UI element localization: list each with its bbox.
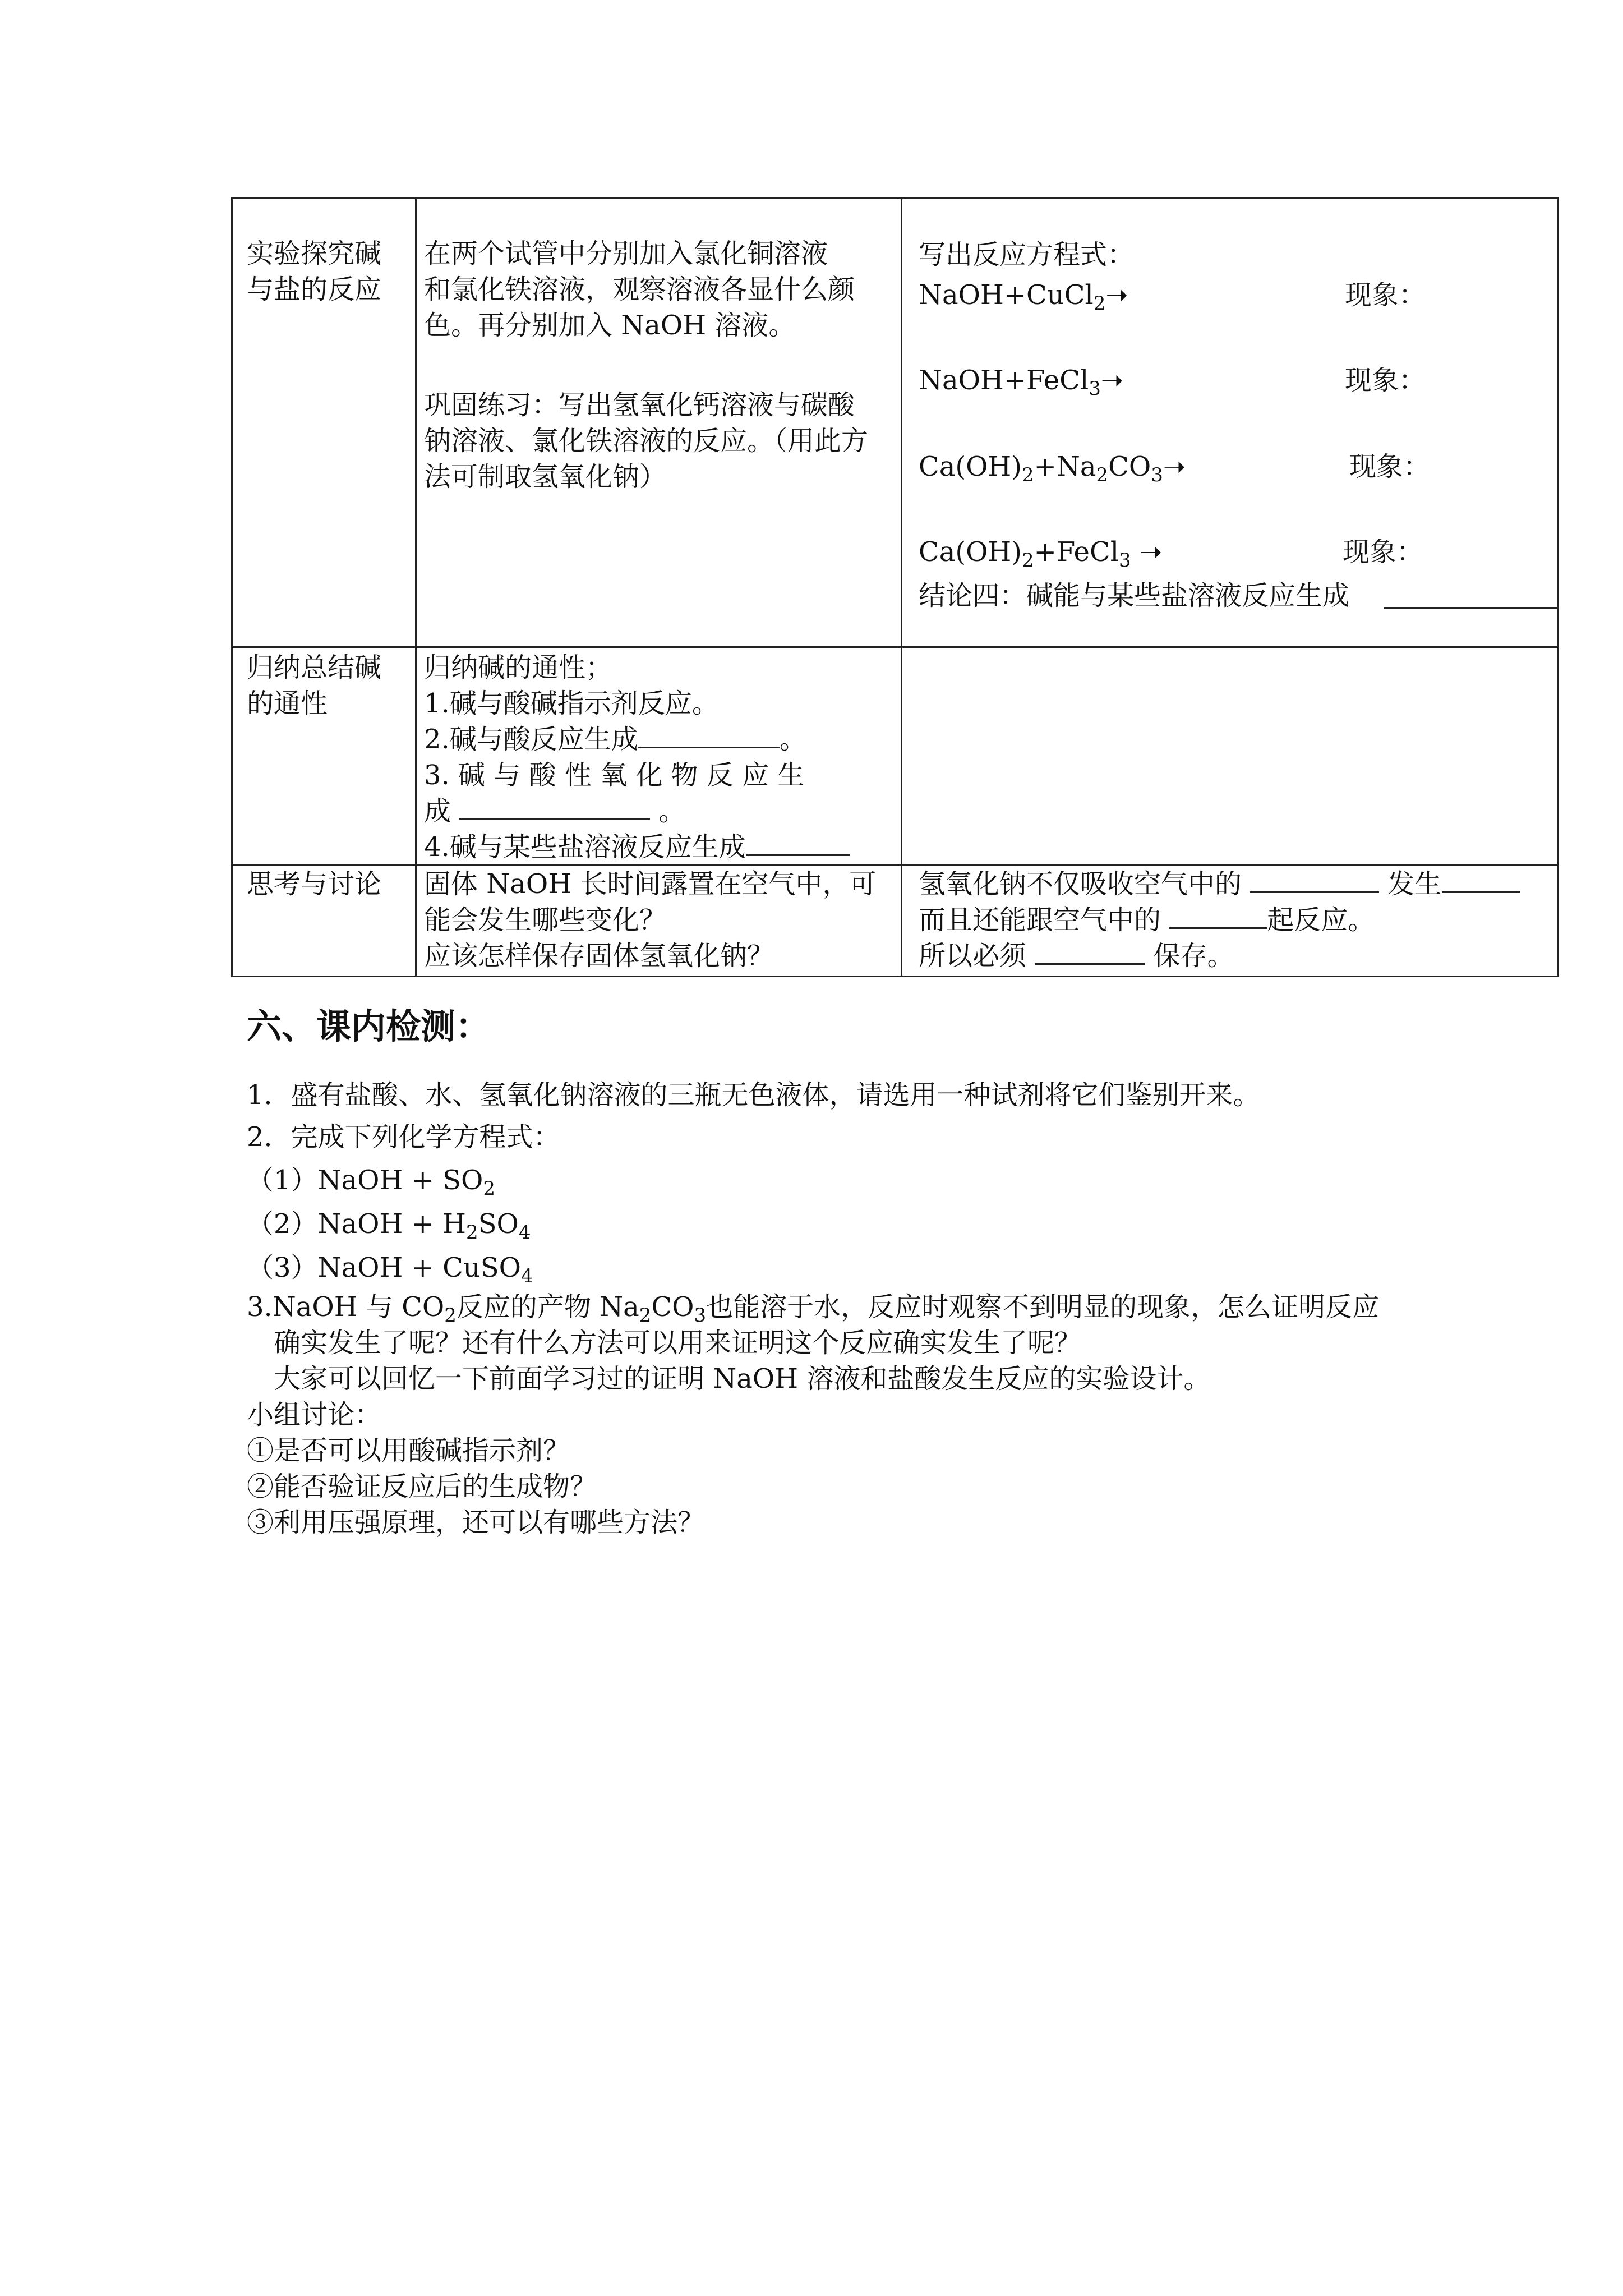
equation-naoh-fecl3: NaOH+FeCl$_3$➝ — [919, 365, 1124, 400]
answer-blank[interactable] — [459, 794, 650, 820]
row3-question: 固体 NaOH 长时间露置在空气中，可 能会发生哪些变化？ 应该怎样保存固体氢氧化钠？ — [424, 868, 877, 972]
row1-title: 实验探究碱 与盐的反应 — [247, 238, 382, 305]
phenomenon-label: 现象： — [1345, 365, 1426, 396]
row3-answer: 氢氧化钠不仅吸收空气中的 发生 而且还能跟空气中的 起反应。 所以必须 保存。 — [919, 866, 1520, 974]
answer-blank[interactable] — [1035, 938, 1145, 965]
question-1: 1．盛有盐酸、水、氢氧化钠溶液的三瓶无色液体，请选用一种试剂将它们鉴别开来。 — [247, 1079, 1260, 1111]
write-equation-label: 写出反应方程式： — [919, 239, 1135, 270]
table-divider — [901, 199, 902, 976]
row2-properties: 归纳碱的通性； 1.碱与酸碱指示剂反应。 2.碱与酸反应生成 。 3. 碱 与 酸 性 氧 化 物 反 应 生 成 。 4.碱与某些盐溶液反应生成 — [424, 650, 850, 865]
equation-caoh2-na2co3: $Ca(OH)_2+Na_2CO_3➝$ — [919, 451, 1186, 486]
row1-practice: 巩固练习：写出氢氧化钙溶液与碳酸 钠溶液、氯化铁溶液的反应。（用此方 法可制取氢氧化钠） — [424, 389, 869, 493]
phenomenon-label: 现象： — [1349, 451, 1431, 482]
table-divider — [415, 199, 417, 976]
group-discussion: 小组讨论： ①是否可以用酸碱指示剂？ ②能否验证反应后的生成物？ ③利用压强原理，还可以有哪些方法？ — [247, 1399, 705, 1538]
question-2: 2．完成下列化学方程式： — [247, 1121, 560, 1153]
equation-3: （3）NaOH + CuSO$_4$ — [247, 1252, 533, 1287]
answer-blank[interactable] — [1169, 903, 1267, 929]
equation-1: （1）NaOH + $SO_2$ — [247, 1165, 495, 1200]
answer-blank[interactable] — [1250, 867, 1379, 893]
equation-2: （2）NaOH + $H_2SO_4$ — [247, 1208, 531, 1244]
conclusion-four: 结论四：碱能与某些盐溶液反应生成 — [919, 580, 1350, 611]
row1-description: 在两个试管中分别加入氯化铜溶液 和氯化铁溶液，观察溶液各显什么颜 色。再分别加入 NaOH 溶液。 — [424, 238, 855, 341]
phenomenon-label: 现象： — [1345, 279, 1426, 311]
equation-naoh-cucl2: NaOH+CuCl$_2$➝ — [919, 279, 1128, 315]
section-heading: 六、课内检测： — [247, 1006, 491, 1047]
question-3: 3.NaOH 与 $CO_2$反应的产物 $Na_2CO_3$也能溶于水，反应时观察不到明显的现象，怎么证明反应 确实发生了呢？还有什么方法可以用来证明这个反应确实发生了呢？ 大家可以回忆一下前面学习过的证明 NaOH 溶液和盐酸发生反应的实验设计。 — [247, 1291, 1380, 1395]
row2-title: 归纳总结碱 的通性 — [247, 652, 382, 719]
equation-caoh2-fecl3: $Ca(OH)_2+FeCl_3$ ➝ — [919, 536, 1163, 572]
table-divider — [233, 646, 1557, 648]
answer-blank[interactable] — [1442, 867, 1520, 893]
phenomenon-label: 现象： — [1343, 536, 1424, 568]
answer-blank[interactable] — [1384, 607, 1558, 609]
answer-blank[interactable] — [638, 722, 780, 748]
row3-title: 思考与讨论 — [247, 868, 382, 900]
answer-blank[interactable] — [746, 830, 850, 856]
